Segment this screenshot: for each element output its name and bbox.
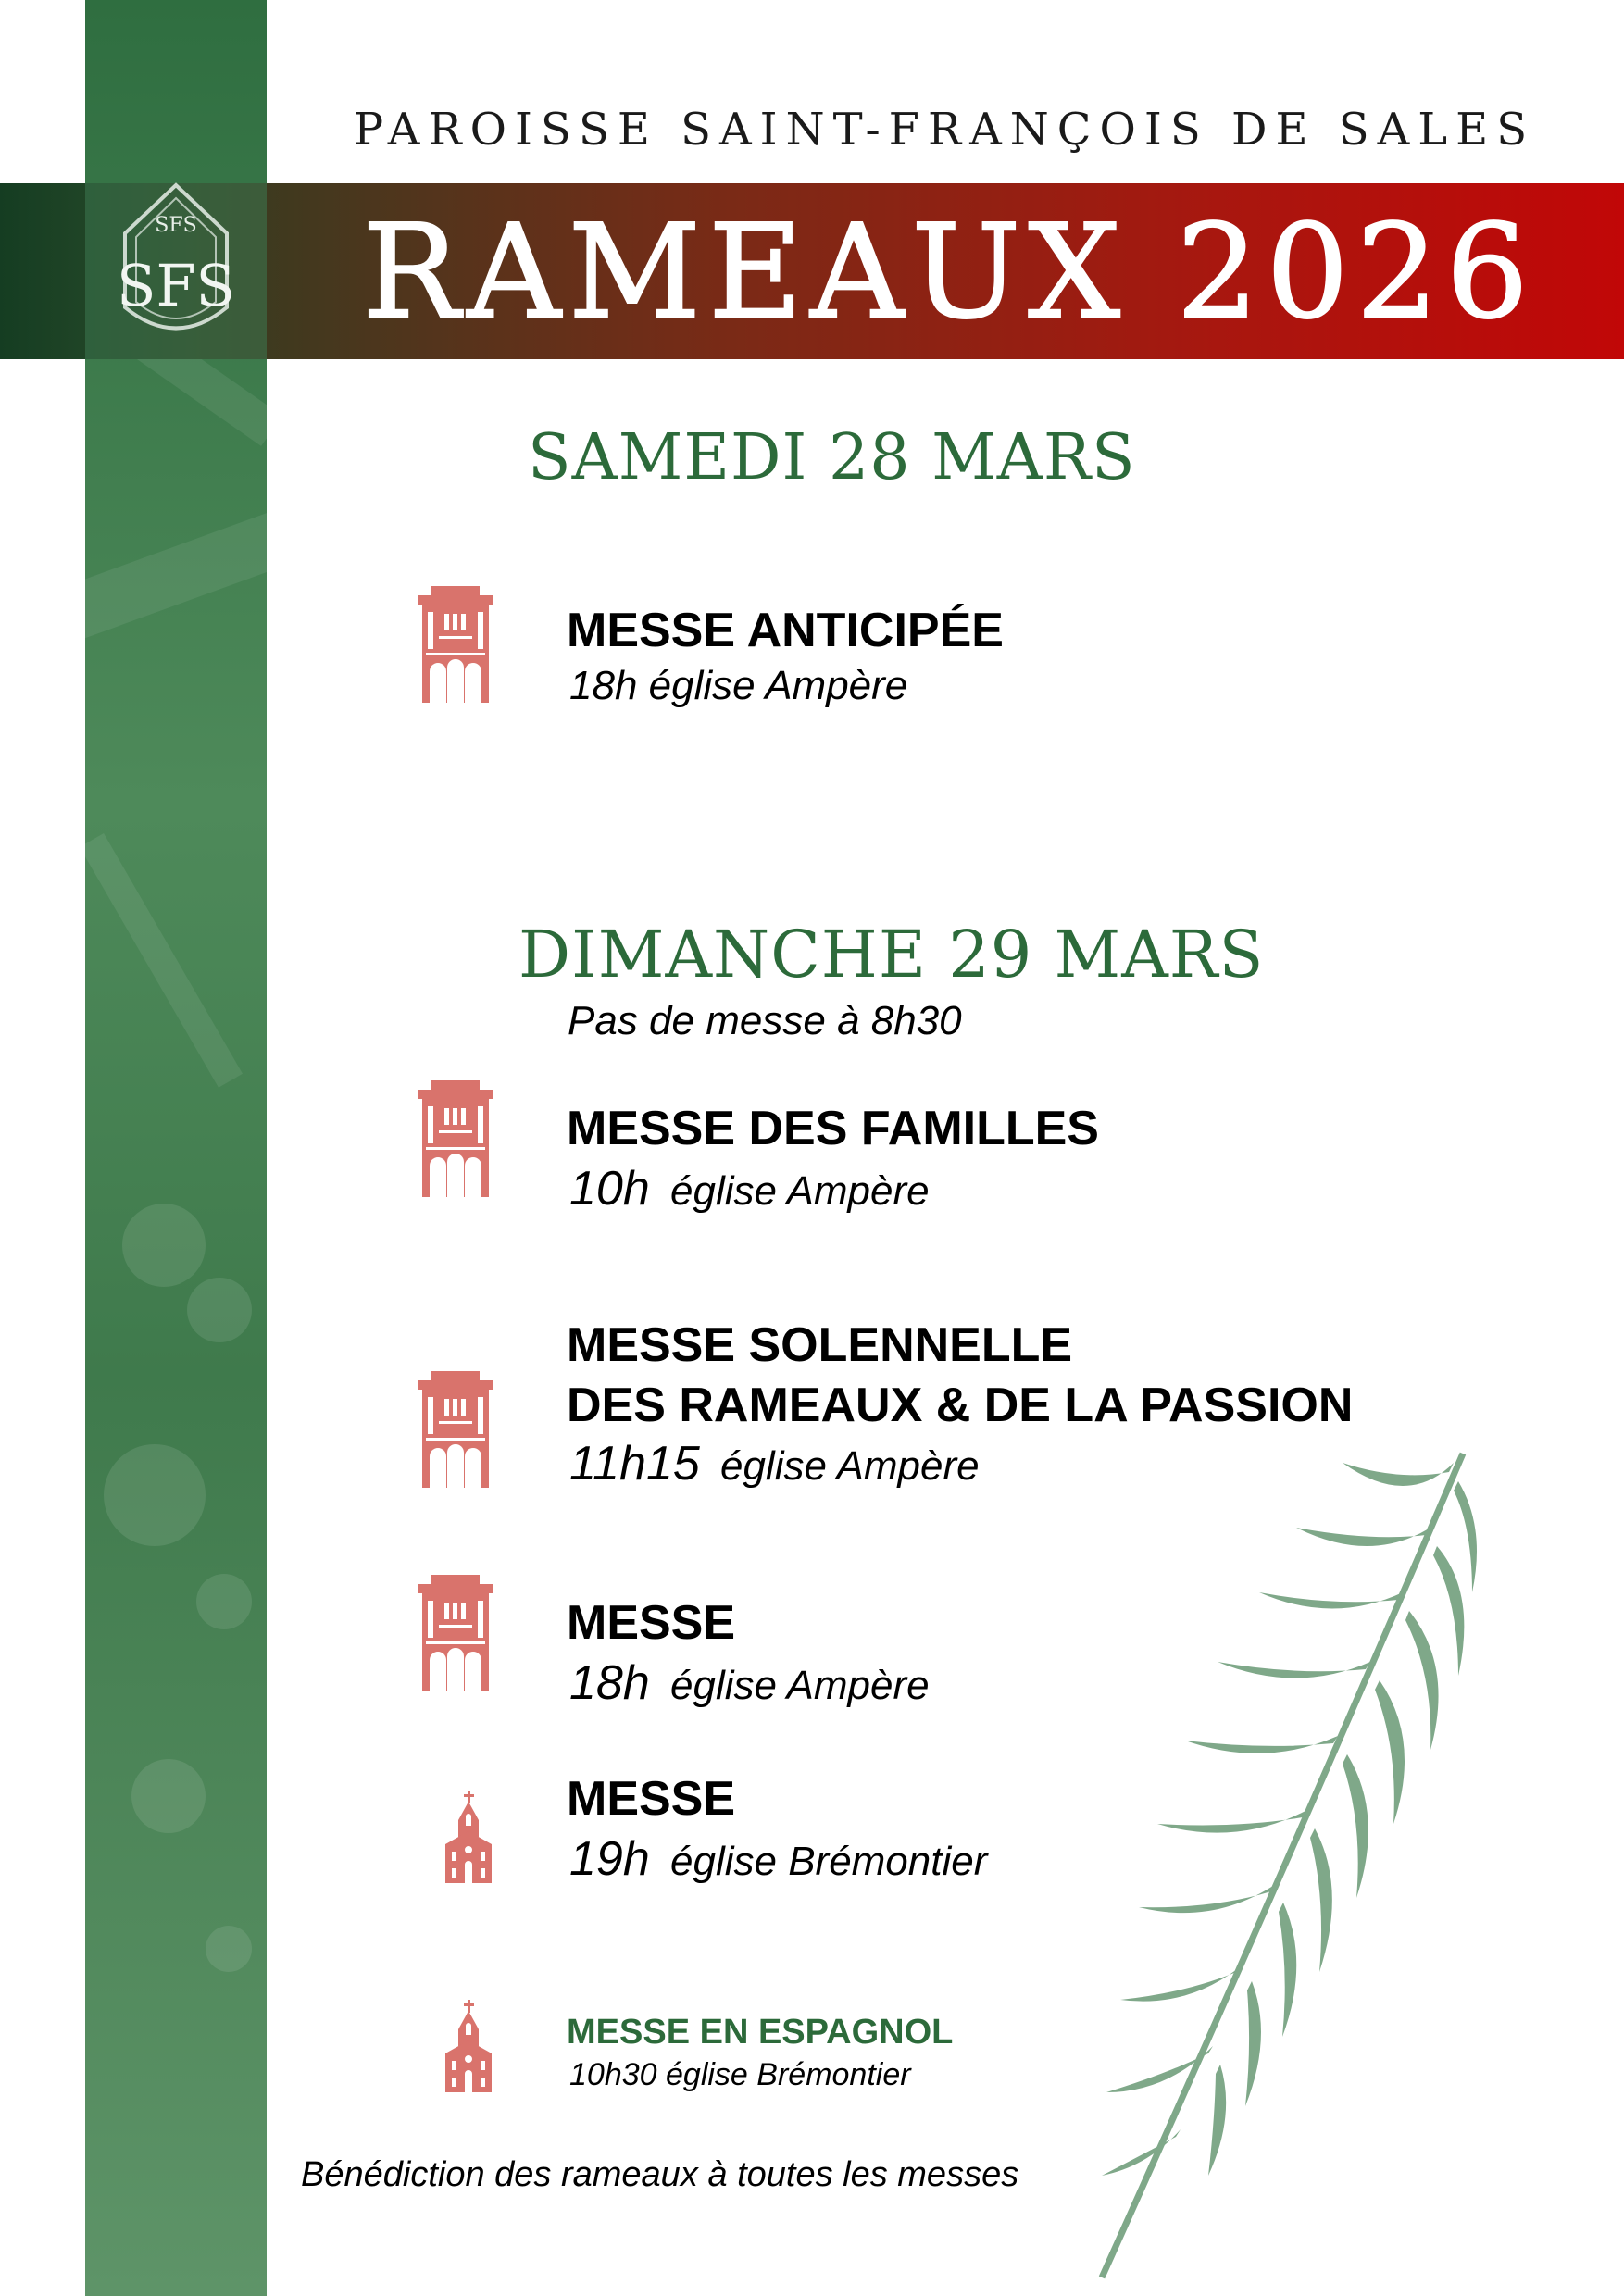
event-time: 19h	[569, 1832, 650, 1886]
event-time: 10h	[569, 1162, 650, 1216]
event-place: église Ampère	[719, 1443, 980, 1489]
parish-logo-icon	[106, 178, 245, 354]
event-time: 11h15	[569, 1437, 700, 1491]
event-title: MESSE	[567, 1772, 736, 1826]
event-info	[569, 1161, 930, 1217]
saturday-heading: SAMEDI 28 MARS	[528, 421, 1136, 494]
svg-text:SFS: SFS	[117, 252, 235, 319]
event-title: MESSE ANTICIPÉE	[567, 604, 1004, 657]
footer-note: Bénédiction des rameaux à toutes les messes	[301, 2155, 1019, 2194]
event-info	[569, 1655, 930, 1711]
ampere-church-icon	[418, 1079, 493, 1198]
palm-leaf-icon	[1065, 1426, 1491, 2287]
bremontier-church-icon	[443, 1791, 494, 1883]
event-info	[569, 663, 907, 709]
ampere-church-icon	[418, 1574, 493, 1692]
ampere-church-icon	[418, 585, 493, 704]
event-place: église Brémontier	[670, 1839, 988, 1884]
poster-title: RAMEAUX 2026	[362, 197, 1536, 348]
event-place: église Brémontier	[666, 2057, 911, 2092]
event-place: église Ampère	[670, 1663, 930, 1708]
event-place: église Ampère	[670, 1168, 930, 1214]
ampere-church-icon	[418, 1370, 493, 1489]
event-title: MESSE DES FAMILLES	[567, 1102, 1099, 1155]
sunday-note: Pas de messe à 8h30	[568, 998, 962, 1043]
event-info	[569, 1831, 987, 1887]
event-time: 18h	[569, 663, 638, 708]
svg-text:SFS: SFS	[155, 214, 197, 237]
event-info	[569, 1436, 980, 1491]
event-title: MESSE EN ESPAGNOL	[567, 2013, 954, 2052]
sunday-heading: DIMANCHE 29 MARS	[518, 917, 1265, 992]
event-title-line2: DES RAMEAUX & DE LA PASSION	[567, 1379, 1354, 1432]
event-time: 10h30	[569, 2057, 657, 2092]
event-place: église Ampère	[648, 663, 908, 708]
event-title: MESSE	[567, 1596, 736, 1650]
event-title-line1: MESSE SOLENNELLE	[567, 1318, 1073, 1372]
event-info	[569, 2057, 911, 2093]
bremontier-church-icon	[443, 2000, 494, 2092]
event-time: 18h	[569, 1656, 650, 1710]
parish-name: PAROISSE SAINT-FRANÇOIS DE SALES	[353, 104, 1536, 156]
